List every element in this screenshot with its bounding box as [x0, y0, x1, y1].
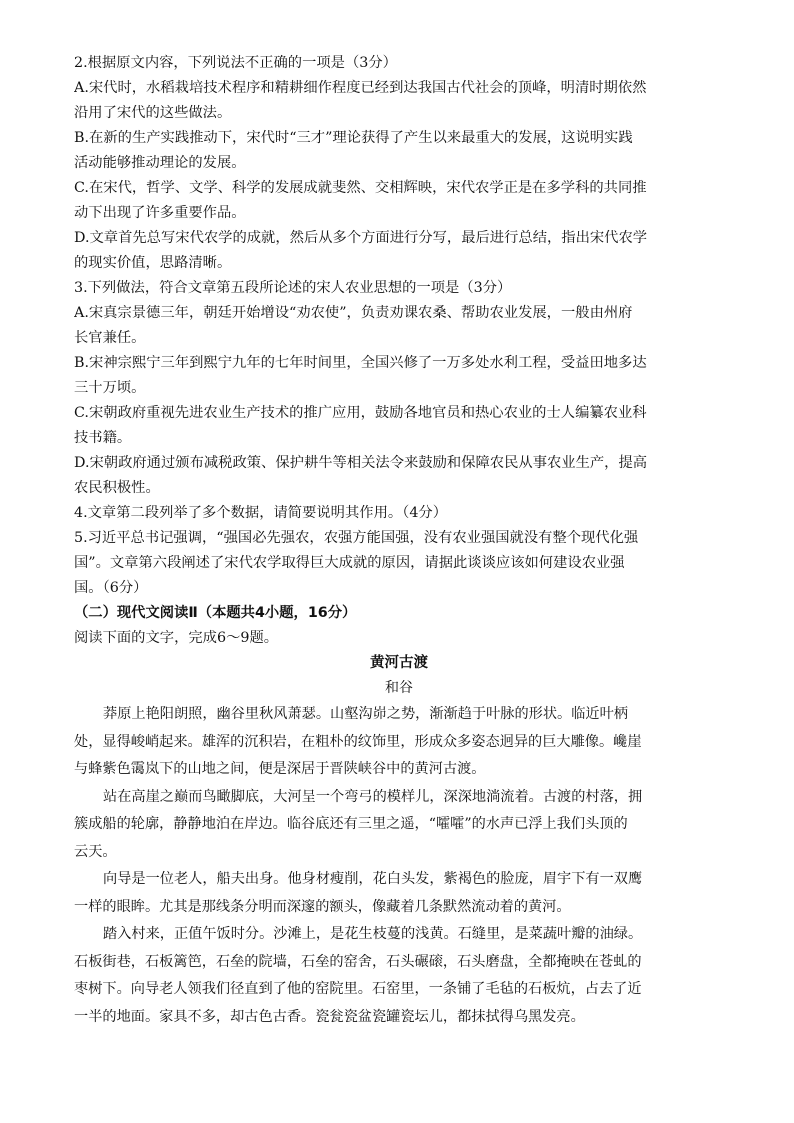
question-5-line: 国”。文章第六段阐述了宋代农学取得巨大成就的原因，请据此谈谈应该如何建设农业强 [74, 555, 625, 571]
story-line: 向导是一位老人，船夫出身。他身材瘦削，花白头发，紫褐色的脸庞，眉宇下有一双鹰 [103, 871, 643, 887]
question-3 [74, 276, 724, 501]
option-d: D.文章首先总写宋代农学的成就，然后从多个方面进行分写，最后进行总结，指出宋代农学 [74, 230, 648, 246]
story-line: 簇成船的轮廓，静静地泊在岸边。临谷底还有三里之遥，“嚯嚯”的水声已浮上我们头顶的 [74, 816, 628, 832]
question-5-line: 5.习近平总书记强调，“强国必先强农，农强方能国强，没有农业强国就没有整个现代化强 [74, 530, 639, 546]
story-line: 一样的眼眸。尤其是那线条分明而深邃的额头，像藏着几条默然流动着的黄河。 [74, 898, 571, 915]
option-c: C.宋朝政府重视先进农业生产技术的推广应用，鼓励各地官员和热心农业的士人编纂农业科 [74, 405, 647, 421]
question-stem: 3.下列做法，符合文章第五段所论述的宋人农业思想的一项是（3分） [74, 280, 512, 296]
question-5-line: 国。（6分） [74, 580, 148, 596]
section-instruction: 阅读下面的文字，完成6～9题。 [74, 630, 279, 646]
option-c-cont: 技书籍。 [74, 430, 132, 446]
story-line: 石板街巷，石板篱笆，石垒的院墙，石垒的窑舍，石头碾磙，石头磨盘，全都掩映在苍虬的 [74, 953, 642, 970]
question-stem: 2.根据原文内容，下列说法不正确的一项是（3分） [74, 55, 397, 71]
option-a: A.宋代时，水稻栽培技术程序和精耕细作程度已经到达我国古代社会的顶峰，明清时期依然 [74, 80, 647, 96]
story-title: 黄河古渡 [370, 655, 428, 671]
story-line: 踏入村来，正值午饭时分。沙滩上，是花生枝蔓的浅黄。石缝里，是菜蔬叶瓣的油绿。 [103, 926, 643, 942]
option-b: B.宋神宗熙宁三年到熙宁九年的七年时间里，全国兴修了一万多处水利工程，受益田地多达 [74, 355, 647, 371]
option-c: C.在宋代，哲学、文学、科学的发展成就斐然、交相辉映，宋代农学正是在多学科的共同推 [74, 180, 647, 196]
question-4: 4.文章第二段列举了多个数据，请简要说明其作用。（4分） [74, 505, 448, 521]
question-5 [74, 526, 724, 601]
story-line: 与蜂紫色霭岚下的山地之间，便是深居于晋陕峡谷中的黄河古渡。 [74, 761, 486, 777]
story-body [74, 701, 724, 1031]
story-line: 站在高崖之巅而鸟瞰脚底，大河呈一个弯弓的模样儿，深深地淌流着。古渡的村落，拥 [103, 788, 643, 805]
exam-page [74, 51, 724, 1031]
section-heading: （二）现代文阅读Ⅱ（本题共4小题，16分） [74, 605, 357, 621]
option-d-cont: 农民积极性。 [74, 480, 160, 496]
option-c-cont: 动下出现了许多重要作品。 [74, 205, 246, 221]
option-a-cont: 长官兼任。 [74, 330, 146, 346]
story-line: 一半的地面。家具不多，却古色古香。瓷瓮瓷盆瓷罐瓷坛儿，都抹拭得乌黑发亮。 [74, 1008, 585, 1025]
question-2 [74, 51, 724, 276]
option-d-cont: 的现实价值，思路清晰。 [74, 255, 232, 271]
story-line: 云天。 [74, 843, 117, 860]
story-line: 莽原上艳阳朗照，幽谷里秋风萧瑟。山壑沟峁之势，渐渐趋于叶脉的形状。临近叶柄 [103, 706, 628, 722]
option-b-cont: 活动能够推动理论的发展。 [74, 155, 246, 171]
option-a-cont: 沿用了宋代的这些做法。 [74, 105, 232, 121]
story-author: 和谷 [385, 680, 413, 696]
option-d: D.宋朝政府通过颁布减税政策、保护耕牛等相关法令来鼓励和保障农民从事农业生产，提高 [74, 455, 648, 471]
story-line: 枣树下。向导老人领我们径直到了他的窑院里。石窑里，一条铺了毛毡的石板炕，占去了近 [74, 981, 642, 997]
option-b: B.在新的生产实践推动下，宋代时“三才”理论获得了产生以来最重大的发展，这说明实践 [74, 130, 633, 146]
option-b-cont: 三十万顷。 [74, 380, 146, 396]
option-a: A.宋真宗景德三年，朝廷开始增设“劝农使”，负责劝课农桑、帮助农业发展，一般由州府 [74, 305, 633, 321]
story-line: 处，显得峻峭起来。雄浑的沉积岩，在粗朴的纹饰里，形成众多姿态迥异的巨大雕像。巉崖 [74, 733, 642, 750]
